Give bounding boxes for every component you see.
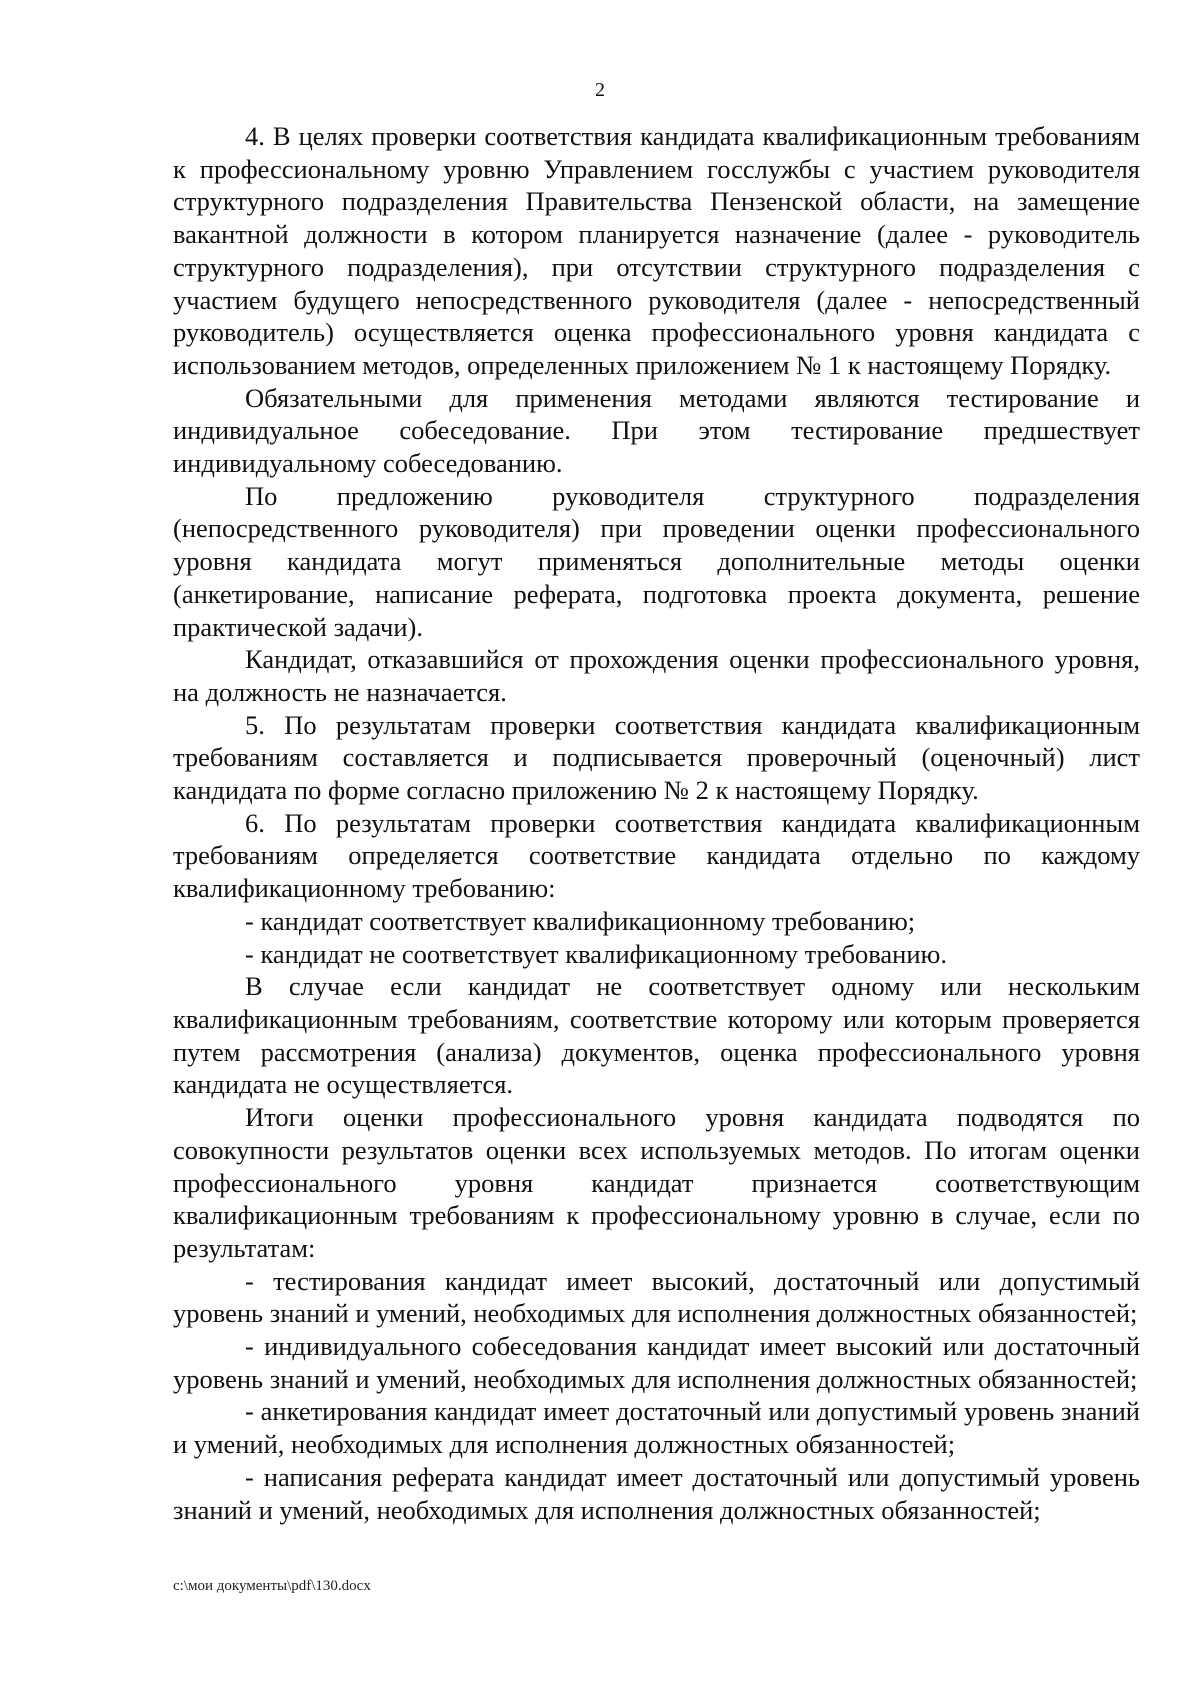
paragraph-mandatory-methods: Обязательными для применения методами являются тестирование и индивидуальное собеседование. При этом тестирование предшествует индивидуальному собеседованию.: [173, 382, 1140, 479]
list-item-essay: - написания реферата кандидат имеет достаточный или допустимый уровень знаний и умений, необходимых для исполнения должностных обязанностей;: [173, 1461, 1140, 1525]
list-item-not-meets: - кандидат не соответствует квалификационному требованию.: [245, 938, 947, 969]
page-number: 2: [595, 79, 605, 101]
paragraph-results-summary: Итоги оценки профессионального уровня кандидата подводятся по совокупности результатов оценки всех используемых методов. По итогам оценки профессионального уровня кандидат признается соответствующим квалификационным требованиям к профессиональному уровню в случае, если по результатам:: [173, 1102, 1140, 1263]
paragraph-item-5: 5. По результатам проверки соответствия кандидата квалификационным требованиям составляется и подписывается проверочный (оценочный) лист кандидата по форме согласно приложению № 2 к настоящему Порядку.: [173, 709, 1140, 806]
list-item-interview: - индивидуального собеседования кандидат имеет высокий или достаточный уровень знаний и умений, необходимых для исполнения должностных обязанностей;: [173, 1331, 1140, 1394]
file-path-footer: c:\мои документы\pdf\130.docx: [173, 1578, 371, 1594]
list-item-testing: - тестирования кандидат имеет высокий, достаточный или допустимый уровень знаний и умений, необходимых для исполнения должностных обязанностей;: [173, 1265, 1140, 1329]
paragraph-refusal: Кандидат, отказавшийся от прохождения оценки профессионального уровня, на должность не назначается.: [173, 644, 1140, 707]
paragraph-item-4: 4. В целях проверки соответствия кандидата квалификационным требованиям к профессиональному уровню Управлением госслужбы с участием руководителя структурного подразделения Правительства Пензенской области, на замещение вакантной должности в котором планируется назначение (далее - руководитель структурного подразделения), при отсутствии структурного подразделения с участием будущего непосредственного руководителя (далее - непосредственный руководитель) осуществляется оценка профессионального уровня кандидата с использованием методов, определенных приложением № 1 к настоящему Порядку.: [173, 121, 1140, 380]
list-item-questionnaire: - анкетирования кандидат имеет достаточный или допустимый уровень знаний и умений, необходимых для исполнения должностных обязанностей;: [173, 1396, 1140, 1460]
paragraph-item-6: 6. По результатам проверки соответствия кандидата квалификационным требованиям определяется соответствие кандидата отдельно по каждому квалификационному требованию:: [173, 807, 1140, 904]
list-item-meets: - кандидат соответствует квалификационному требованию;: [245, 905, 916, 936]
paragraph-additional-methods: По предложению руководителя структурного подразделения (непосредственного руководителя) при проведении оценки профессионального уровня кандидата могут применяться дополнительные методы оценки (анкетирование, написание реферата, подготовка проекта документа, решение практической задачи).: [173, 480, 1140, 642]
paragraph-non-compliance: В случае если кандидат не соответствует одному или нескольким квалификационным требованиям, соответствие которому или которым проверяется путем рассмотрения (анализа) документов, оценка профессионального уровня кандидата не осуществляется.: [173, 971, 1140, 1100]
document-body: [173, 120, 1140, 1526]
